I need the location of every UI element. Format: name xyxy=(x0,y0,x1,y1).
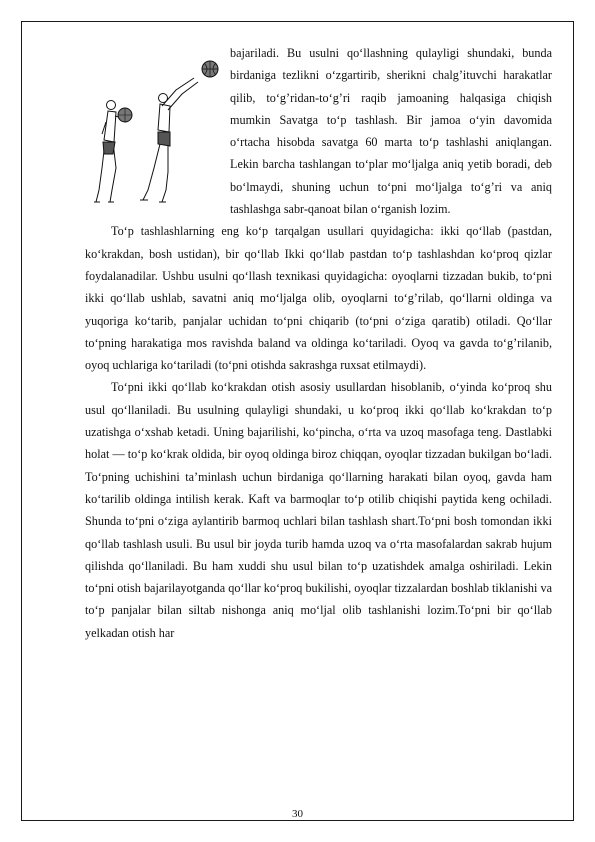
paragraph-3: To‘pni ikki qo‘llab ko‘krakdan otish asosiy usullardan hisoblanib, o‘yinda ko‘proq shu usul qo‘llaniladi. Bu usulning qulayligi shundaki, u ko‘proq ikki qo‘llab ko‘krakdan to‘p uzatishga o‘xshab ketadi. Uning bajarilishi, ko‘pincha, o‘rta va uzoq masofaga teng. Dastlabki holat — to‘p ko‘krak oldida, bir oyoq oldinga biroz chiqqan, oyoqlar tizzadan bukilgan bo‘ladi. To‘pning uchishini ta’minlash uchun birdaniga qo‘llarning harakati bilan oyoq, gavda ham ko‘tarilib oldinga intilish kerak. Kaft va barmoqlar to‘p otilib chiqishi paytida keng ochiladi. Shunda to‘pni o‘ziga aylantirib barmoq uchlari bilan tashlash shart.To‘pni bosh tomondan ikki qo‘llab tashlash usuli. Bu usul bir joyda turib hamda uzoq va o‘rta masofalardan sakrab hujum qilishda qo‘llaniladi. Bu ham xuddi shu usul bilan to‘p uzatishdek amalga oshiriladi. Lekin to‘pni otish bajarilayotganda qo‘llar ko‘proq bukilishi, oyoqlar tizzalardan boshlab tiklanishi va to‘p panjalar bilan siltab nishonga aniq mo‘ljal olib tashlanishi lozim.To‘pni bir qo‘llab yelkadan otish har xyxy=(85,380,552,640)
paragraph-1: bajariladi. Bu usulni qo‘llashning qulayligi shundaki, bunda birdaniga tezlikni o‘zgartirib, sherikni chalg’ituvchi harakatlar qilib, to‘g’ridan-to‘g’ri raqib jamoaning halqasiga chiqish mumkin Savatga to‘p tashlash. Bir jamoa o‘yin davomida o‘rtacha hisobda savatga 60 marta to‘p tashlashi aniqlangan. Lekin barcha tashlangan to‘plar mo‘ljalga aniq yetib boradi, deb bo‘lmaydi, shuning uchun to‘pni mo‘ljalga to‘g’ri va aniq tashlashga sabr-qanoat bilan o‘rganish lozim. xyxy=(230,46,552,217)
page-number: 30 xyxy=(292,808,303,820)
paragraph-2: To‘p tashlashlarning eng ko‘p tarqalgan usullari quyidagicha: ikki qo‘llab (pastdan, ko‘krakdan, bosh ustidan), bir qo‘llab Ikki qo‘llab pastdan to‘p tashlashdan ko‘proq qizlar foydalanadilar. Ushbu usulni qo‘llash texnikasi quyidagicha: oyoqlarni tizzadan bukib, to‘pni ikki qo‘llab ushlab, savatni aniq mo‘ljalga olib, oyoqlarni to‘g’rilab, qo‘llarni oldinga va yuqoriga ko‘tarib, panjalar uchidan to‘pni chiqarib (to‘pni o‘ziga qaratib) otiladi. Qo‘llar to‘pning harakatiga mos ravishda baland va oldinga ko‘tariladi. Oyoq va gavda to‘g’rilanib, oyoq uchlariga ko‘tariladi (to‘pni otishda sakrashga ruxsat etilmaydi). xyxy=(85,224,552,373)
figure-spacer xyxy=(85,42,230,220)
body-text xyxy=(85,42,552,644)
